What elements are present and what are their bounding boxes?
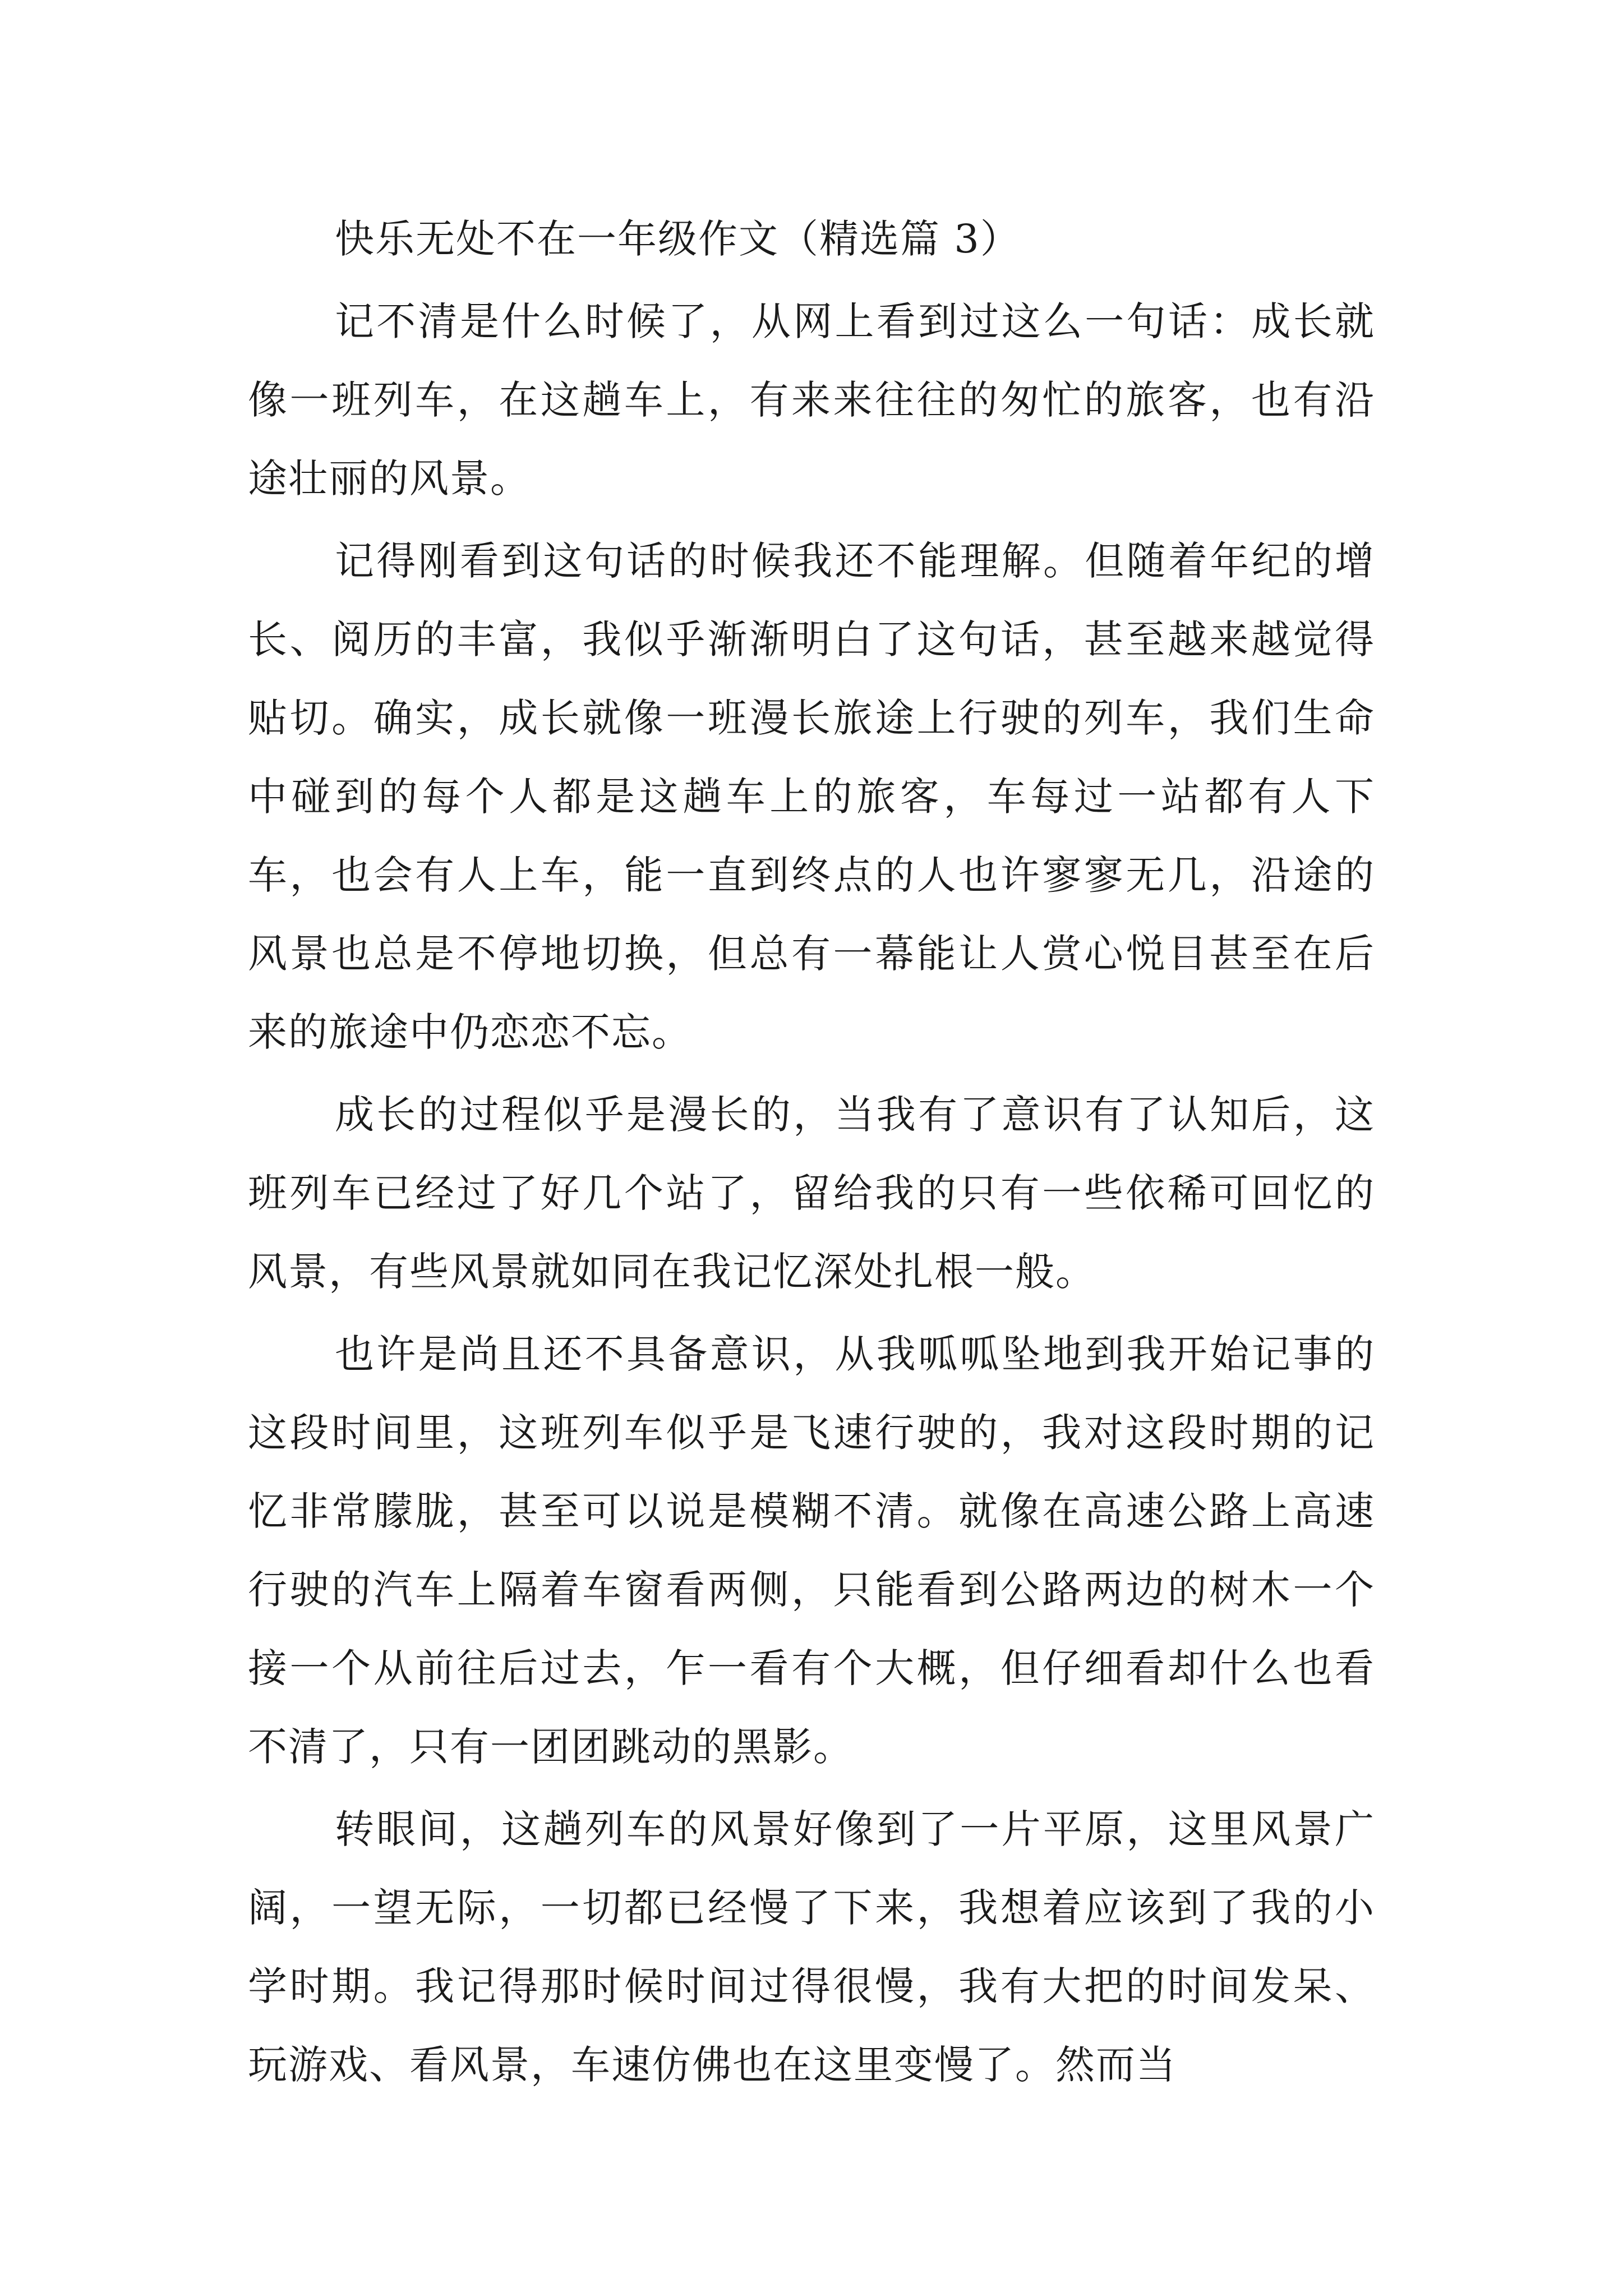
paragraph: 也许是尚且还不具备意识，从我呱呱坠地到我开始记事的这段时间里，这班列车似乎是飞速行驶的，我对这段时期的记忆非常朦胧，甚至可以说是模糊不清。就像在高速公路上高速行驶的汽车上隔着车窗看两侧，只能看到公路两边的树木一个接一个从前往后过去，乍一看有个大概，但仔细看却什么也看不清了，只有一团团跳动的黑影。 — [248, 1331, 1375, 1770]
paragraph: 记不清是什么时候了，从网上看到过这么一句话：成长就像一班列车，在这趟车上，有来来往往的匆忙的旅客，也有沿途壮丽的风景。 — [248, 298, 1375, 501]
paragraph: 成长的过程似乎是漫长的，当我有了意识有了认知后，这班列车已经过了好几个站了，留给我的只有一些依稀可回忆的风景，有些风景就如同在我记忆深处扎根一般。 — [248, 1092, 1375, 1295]
document-title: 快乐无处不在一年级作文（精选篇 3） — [335, 216, 1021, 262]
paragraph: 记得刚看到这句话的时候我还不能理解。但随着年纪的增长、阅历的丰富，我似乎渐渐明白了这句话，甚至越来越觉得贴切。确实，成长就像一班漫长旅途上行驶的列车，我们生命中碰到的每个人都是这趟车上的旅客，车每过一站都有人下车，也会有人上车，能一直到终点的人也许寥寥无几，沿途的风景也总是不停地切换，但总有一幕能让人赏心悦目甚至在后来的旅途中仍恋恋不忘。 — [248, 538, 1375, 1055]
document-body — [248, 200, 1375, 2108]
paragraph: 转眼间，这趟列车的风景好像到了一片平原，这里风景广阔，一望无际，一切都已经慢了下来，我想着应该到了我的小学时期。我记得那时候时间过得很慢，我有大把的时间发呆、玩游戏、看风景，车速仿佛也在这里变慢了。然而当 — [248, 1806, 1375, 2088]
